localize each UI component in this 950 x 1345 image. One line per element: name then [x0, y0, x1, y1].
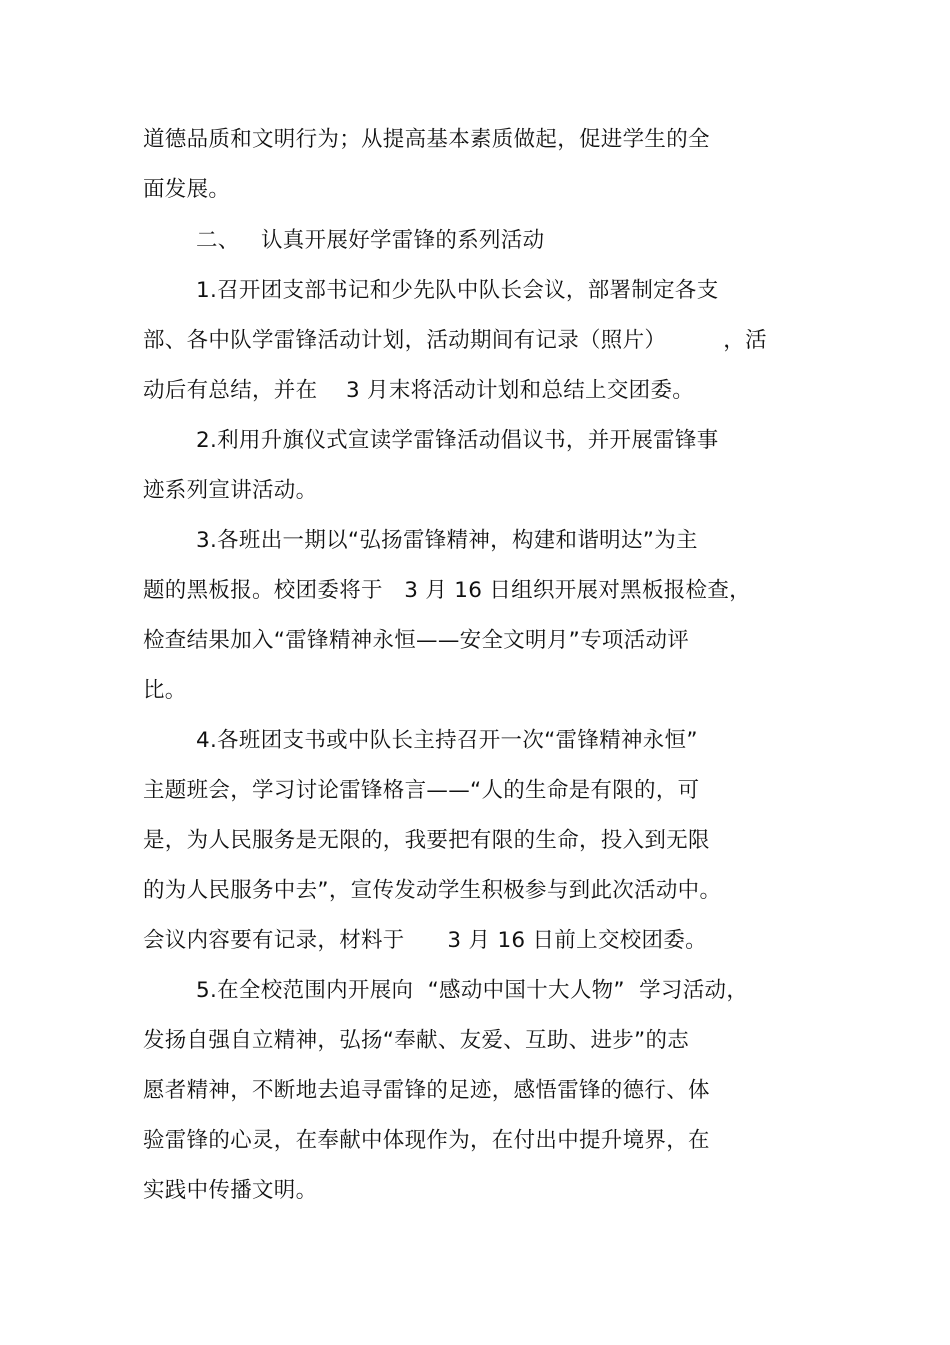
- text-line: 3.各班出一期以“弘扬雷锋精神，构建和谐明达”为主: [196, 528, 698, 553]
- text-line: 发扬自强自立精神，弘扬“奉献、友爱、互助、进步”的志: [143, 1028, 690, 1053]
- text-line: 面发展。: [143, 177, 231, 202]
- text-line: 验雷锋的心灵，在奉献中体现作为，在付出中提升境界，在: [143, 1128, 710, 1153]
- text-line: 检查结果加入“雷锋精神永恒——安全文明月”专项活动评: [143, 628, 690, 653]
- text-line: 迹系列宣讲活动。: [143, 478, 318, 503]
- text-line: 是，为人民服务是无限的，我要把有限的生命，投入到无限: [143, 828, 710, 853]
- text-line: 4.各班团支书或中队长主持召开一次“雷锋精神永恒”: [196, 728, 698, 753]
- text-line: 动后有总结，并在 3 月末将活动计划和总结上交团委。: [143, 378, 695, 403]
- text-line: 5.在全校范围内开展向 “感动中国十大人物” 学习活动，: [196, 978, 749, 1003]
- text-line: 部、各中队学雷锋活动计划，活动期间有记录（照片） ，活: [143, 328, 767, 353]
- text-line: 2.利用升旗仪式宣读学雷锋活动倡议书，并开展雷锋事: [196, 428, 719, 453]
- text-line: 的为人民服务中去”，宣传发动学生积极参与到此次活动中。: [143, 878, 722, 903]
- text-line: 题的黑板报。校团委将于 3 月 16 日组织开展对黑板报检查，: [143, 578, 751, 603]
- section-heading: 二、 认真开展好学雷锋的系列活动: [196, 228, 545, 253]
- text-line: 愿者精神，不断地去追寻雷锋的足迹，感悟雷锋的德行、体: [143, 1078, 710, 1103]
- text-line: 1.召开团支部书记和少先队中队长会议，部署制定各支: [196, 278, 719, 303]
- text-line: 会议内容要有记录，材料于 3 月 16 日前上交校团委。: [143, 928, 707, 953]
- text-line: 道德品质和文明行为；从提高基本素质做起，促进学生的全: [143, 127, 710, 152]
- text-line: 主题班会，学习讨论雷锋格言——“人的生命是有限的，可: [143, 778, 700, 803]
- text-line: 比。: [143, 678, 187, 703]
- text-line: 实践中传播文明。: [143, 1178, 318, 1203]
